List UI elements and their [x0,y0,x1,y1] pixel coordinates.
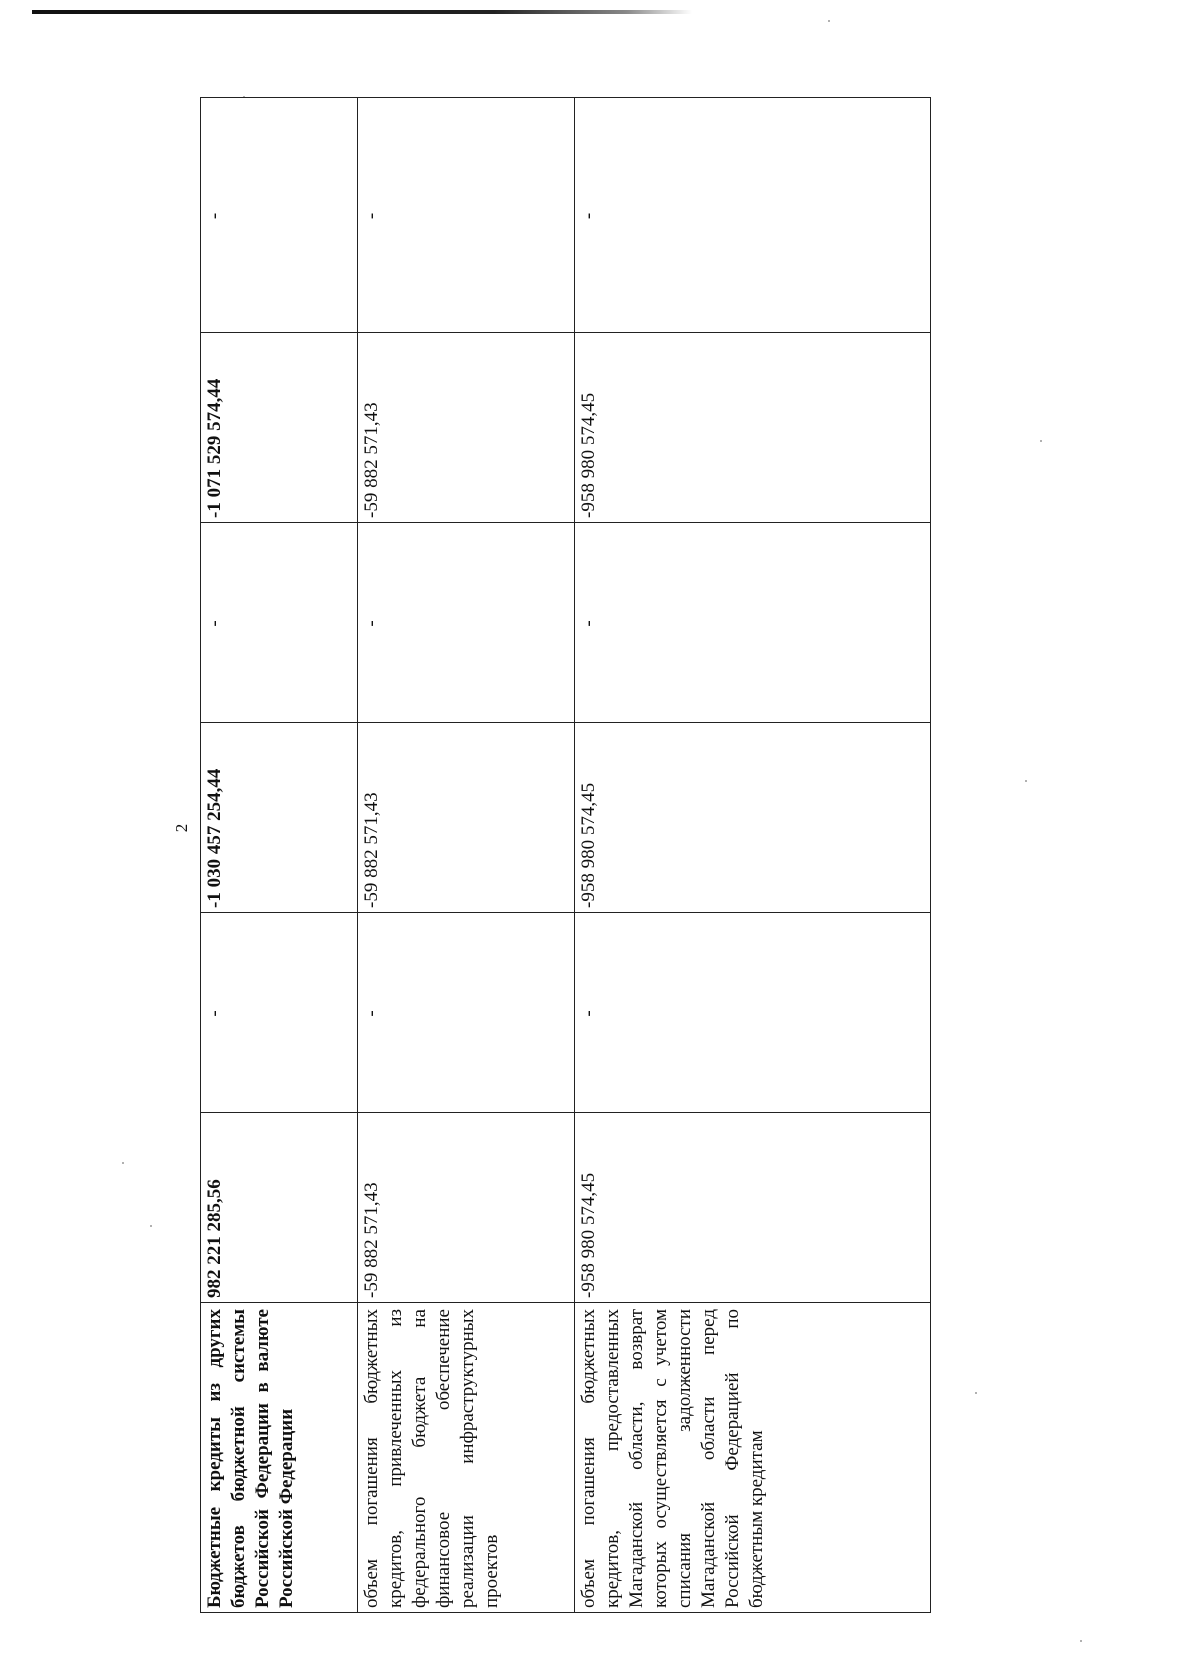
value-cell: -59 882 571,43 [358,333,575,523]
row-label: объем погашения бюджетных кредитов, предоставленных Магаданской области, возврат которых осуществляется с учетом списания задолженности Магаданской области перед Российской Федерацией по бюджетным кредитам [575,1303,931,1613]
table-row [575,98,931,1613]
scan-speck [122,1162,124,1164]
value-cell: -59 882 571,43 [358,723,575,913]
value-cell: -958 980 574,45 [575,723,931,913]
scan-speck [1025,780,1027,782]
value-cell: - [575,523,931,723]
value-cell: -59 882 571,43 [358,1113,575,1303]
table-row [201,98,358,1613]
budget-sources-table [200,97,931,1613]
value-cell: - [201,98,358,333]
value-cell: - [575,913,931,1113]
value-cell: -958 980 574,45 [575,333,931,523]
scan-speck [1040,440,1042,442]
table-row [358,98,575,1613]
scan-speck [1080,1640,1082,1642]
value-cell: -958 980 574,45 [575,1113,931,1303]
scan-speck [975,1392,977,1394]
rotated-document-page [172,98,930,1613]
scan-speck [828,20,830,22]
scan-speck [150,1225,152,1227]
value-cell: - [201,913,358,1113]
value-cell: - [575,98,931,333]
value-cell: -1 071 529 574,44 [201,333,358,523]
value-cell: - [201,523,358,723]
value-cell: - [358,523,575,723]
value-cell: 982 221 285,56 [201,1113,358,1303]
scan-edge-line [32,10,692,14]
row-label: объем погашения бюджетных кредитов, привлеченных из федерального бюджета на финансовое обеспечение реализации инфраструктурных проектов [358,1303,575,1613]
row-label: Бюджетные кредиты из других бюджетов бюджетной системы Российской Федерации в валюте Российской Федерации [201,1303,358,1613]
value-cell: -1 030 457 254,44 [201,723,358,913]
value-cell: - [358,913,575,1113]
page-number: 2 [172,823,191,833]
value-cell: - [358,98,575,333]
